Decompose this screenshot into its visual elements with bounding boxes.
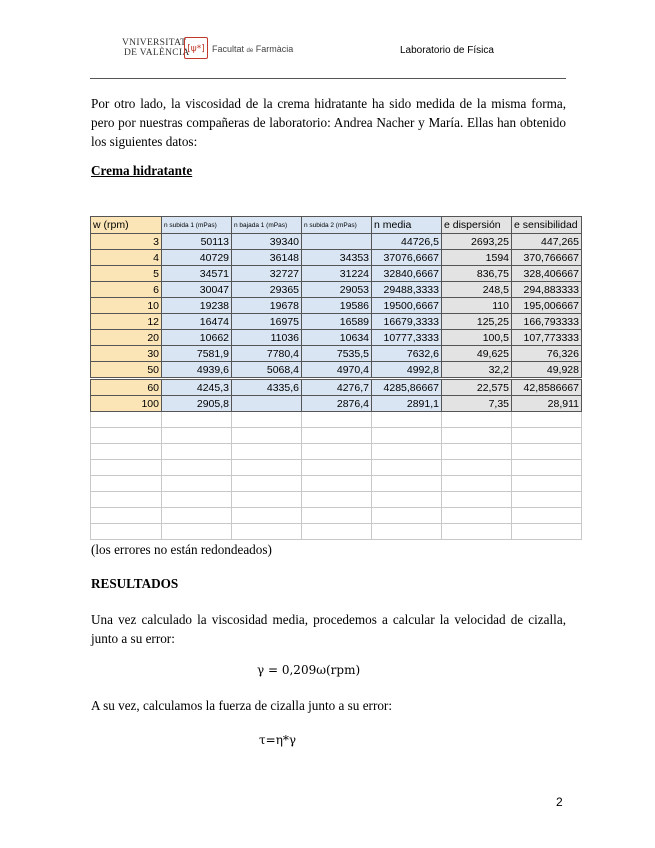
empty-cell: [232, 508, 302, 524]
table-cell: 107,773333: [512, 330, 582, 346]
table-cell: 19678: [232, 298, 302, 314]
table-cell: 36148: [232, 250, 302, 266]
empty-cell: [442, 460, 512, 476]
faculty-word-1: Facultat: [212, 44, 245, 54]
section-title: Crema hidratante: [91, 163, 193, 178]
empty-cell: [302, 428, 372, 444]
table-header-cell: e sensibilidad: [512, 217, 582, 234]
table-header-cell: w (rpm): [91, 217, 162, 234]
table-cell: 32727: [232, 266, 302, 282]
force-paragraph: A su vez, calculamos la fuerza de cizalla junto a su error:: [91, 698, 392, 713]
table-cell: 19238: [162, 298, 232, 314]
table-cell: 31224: [302, 266, 372, 282]
table-cell: 3: [91, 234, 162, 250]
table-cell: 6: [91, 282, 162, 298]
shear-rate-formula: γ = 0,209ω(rpm): [257, 663, 361, 677]
table-row: [91, 234, 582, 250]
table-cell: 7632,6: [372, 346, 442, 362]
table-cell: 125,25: [442, 314, 512, 330]
shear-stress-formula: τ=η*γ: [259, 733, 297, 747]
table-cell: 19500,6667: [372, 298, 442, 314]
empty-cell: [162, 508, 232, 524]
table-header-cell: n subida 1 (mPas): [162, 217, 232, 234]
empty-cell: [91, 476, 162, 492]
empty-cell: [91, 444, 162, 460]
table-cell: 7581,9: [162, 346, 232, 362]
table-cell: 4970,4: [302, 362, 372, 379]
table-cell: 76,326: [512, 346, 582, 362]
table-header-cell: n media: [372, 217, 442, 234]
empty-cell: [232, 428, 302, 444]
empty-cell: [91, 460, 162, 476]
table-cell: [302, 234, 372, 250]
table-cell: 10634: [302, 330, 372, 346]
empty-cell: [232, 460, 302, 476]
empty-cell: [232, 444, 302, 460]
table-row: [91, 314, 582, 330]
empty-cell: [512, 476, 582, 492]
empty-cell: [372, 476, 442, 492]
errors-note: (los errores no están redondeados): [91, 542, 272, 557]
page-number: 2: [556, 795, 563, 809]
table-row: [91, 396, 582, 412]
empty-cell: [232, 492, 302, 508]
empty-cell: [512, 412, 582, 428]
table-cell: 7780,4: [232, 346, 302, 362]
empty-cell: [512, 492, 582, 508]
faculty-logo-text: [212, 44, 293, 54]
empty-cell: [512, 524, 582, 540]
table-row: [91, 298, 582, 314]
empty-cell: [372, 412, 442, 428]
table-cell: 34353: [302, 250, 372, 266]
table-cell: 50: [91, 362, 162, 379]
table-cell: 22,575: [442, 379, 512, 396]
table-row: [91, 330, 582, 346]
empty-cell: [232, 524, 302, 540]
table-cell: 7,35: [442, 396, 512, 412]
table-cell: 1594: [442, 250, 512, 266]
table-header-cell: n bajada 1 (mPas): [232, 217, 302, 234]
table-cell: 39340: [232, 234, 302, 250]
empty-cell: [442, 508, 512, 524]
empty-cell: [91, 412, 162, 428]
table-header-row: [91, 217, 582, 234]
empty-cell: [91, 508, 162, 524]
table-cell: 110: [442, 298, 512, 314]
table-cell: 836,75: [442, 266, 512, 282]
table-cell: 32,2: [442, 362, 512, 379]
table-cell: 4245,3: [162, 379, 232, 396]
table-cell: 166,793333: [512, 314, 582, 330]
empty-row: [91, 524, 582, 540]
empty-cell: [512, 460, 582, 476]
table-cell: 10: [91, 298, 162, 314]
empty-cell: [232, 476, 302, 492]
empty-cell: [512, 508, 582, 524]
table-cell: 4939,6: [162, 362, 232, 379]
results-paragraph: Una vez calculado la viscosidad media, procedemos a calcular la velocidad de cizalla, junto a su error:: [91, 612, 566, 646]
table-cell: 4276,7: [302, 379, 372, 396]
empty-cell: [302, 460, 372, 476]
table-cell: 50113: [162, 234, 232, 250]
table-cell: 5068,4: [232, 362, 302, 379]
empty-cell: [372, 508, 442, 524]
empty-cell: [372, 428, 442, 444]
table-cell: 10777,3333: [372, 330, 442, 346]
table-cell: 16474: [162, 314, 232, 330]
table-cell: 34571: [162, 266, 232, 282]
table-cell: 40729: [162, 250, 232, 266]
table-cell: 447,265: [512, 234, 582, 250]
table-cell: 11036: [232, 330, 302, 346]
empty-cell: [302, 444, 372, 460]
empty-cell: [442, 428, 512, 444]
table-cell: 30: [91, 346, 162, 362]
table-cell: 29488,3333: [372, 282, 442, 298]
empty-cell: [442, 444, 512, 460]
table-cell: 370,766667: [512, 250, 582, 266]
table-cell: 19586: [302, 298, 372, 314]
table-cell: 2891,1: [372, 396, 442, 412]
empty-cell: [302, 412, 372, 428]
table-cell: 37076,6667: [372, 250, 442, 266]
empty-cell: [372, 444, 442, 460]
empty-cell: [232, 412, 302, 428]
table-cell: 2905,8: [162, 396, 232, 412]
table-cell: 4: [91, 250, 162, 266]
table-cell: 16975: [232, 314, 302, 330]
table-cell: 4285,86667: [372, 379, 442, 396]
empty-cell: [162, 428, 232, 444]
table-cell: 29053: [302, 282, 372, 298]
table-row: [91, 250, 582, 266]
header-lab-title: Laboratorio de Física: [400, 45, 494, 56]
empty-cell: [162, 492, 232, 508]
table-row: [91, 266, 582, 282]
empty-row: [91, 476, 582, 492]
empty-cell: [162, 460, 232, 476]
empty-row: [91, 428, 582, 444]
header-divider: [90, 78, 566, 79]
table-cell: 16679,3333: [372, 314, 442, 330]
empty-row: [91, 412, 582, 428]
table-cell: 12: [91, 314, 162, 330]
university-name-line1: VNIVERSITAT: [122, 38, 187, 48]
table-cell: 2693,25: [442, 234, 512, 250]
table-cell: 328,406667: [512, 266, 582, 282]
table-cell: 4335,6: [232, 379, 302, 396]
empty-cell: [372, 460, 442, 476]
empty-cell: [512, 444, 582, 460]
empty-cell: [442, 492, 512, 508]
table-row: [91, 346, 582, 362]
empty-cell: [302, 476, 372, 492]
results-title: RESULTADOS: [91, 576, 179, 591]
empty-row: [91, 508, 582, 524]
table-cell: [232, 396, 302, 412]
intro-paragraph: Por otro lado, la viscosidad de la crema hidratante ha sido medida de la misma forma, pero por nuestras compañeras de laboratorio: Andrea Nacher y María. Ellas han obtenido los siguientes datos:: [91, 96, 566, 149]
faculty-de: de: [246, 48, 254, 54]
table-cell: 7535,5: [302, 346, 372, 362]
empty-cell: [91, 428, 162, 444]
empty-cell: [372, 524, 442, 540]
empty-cell: [91, 492, 162, 508]
empty-cell: [512, 428, 582, 444]
table-cell: 29365: [232, 282, 302, 298]
table-cell: 44726,5: [372, 234, 442, 250]
viscosity-table: [90, 216, 582, 540]
empty-row: [91, 492, 582, 508]
table-cell: 248,5: [442, 282, 512, 298]
empty-cell: [302, 492, 372, 508]
table-cell: 49,928: [512, 362, 582, 379]
table-cell: 4992,8: [372, 362, 442, 379]
empty-cell: [442, 524, 512, 540]
table-row: [91, 282, 582, 298]
empty-cell: [302, 508, 372, 524]
table-cell: 5: [91, 266, 162, 282]
empty-row: [91, 460, 582, 476]
university-logo-text: [122, 38, 190, 58]
table-cell: 10662: [162, 330, 232, 346]
table-row: [91, 379, 582, 396]
table-cell: 42,8586667: [512, 379, 582, 396]
table-cell: 20: [91, 330, 162, 346]
table-row: [91, 362, 582, 379]
table-cell: 49,625: [442, 346, 512, 362]
university-shield-icon: [ψ*]: [184, 37, 208, 59]
empty-cell: [91, 524, 162, 540]
empty-cell: [162, 444, 232, 460]
table-header-cell: n subida 2 (mPas): [302, 217, 372, 234]
table-cell: 2876,4: [302, 396, 372, 412]
table-cell: 294,883333: [512, 282, 582, 298]
table-cell: 30047: [162, 282, 232, 298]
university-name-line2: DE VALÈNCIA: [124, 48, 190, 58]
table-cell: 100,5: [442, 330, 512, 346]
faculty-word-2: Farmàcia: [255, 44, 294, 54]
table-cell: 60: [91, 379, 162, 396]
empty-cell: [302, 524, 372, 540]
table-cell: 32840,6667: [372, 266, 442, 282]
empty-cell: [162, 524, 232, 540]
empty-cell: [442, 476, 512, 492]
empty-cell: [442, 412, 512, 428]
empty-cell: [372, 492, 442, 508]
table-cell: 16589: [302, 314, 372, 330]
table-cell: 100: [91, 396, 162, 412]
empty-cell: [162, 412, 232, 428]
table-cell: 28,911: [512, 396, 582, 412]
empty-row: [91, 444, 582, 460]
table-cell: 195,006667: [512, 298, 582, 314]
empty-cell: [162, 476, 232, 492]
table-header-cell: e dispersión: [442, 217, 512, 234]
